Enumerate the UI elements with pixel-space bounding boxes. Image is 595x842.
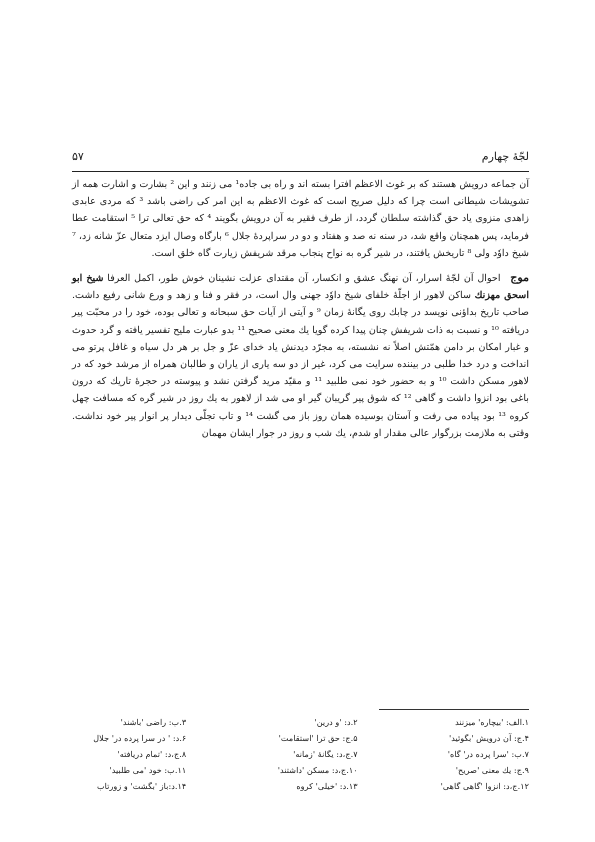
page-number: ۵۷ [72, 150, 84, 163]
footnote: ۱۴.د:باز 'بگشت' و زورتاب [96, 781, 187, 791]
footnote: ۷.ج،د: یگانۀ 'زمانه' [293, 749, 358, 759]
footnote: ۶.د: ' در سرا پرده در' جلال [93, 733, 187, 743]
page-header [72, 150, 529, 168]
paragraph-2 [72, 269, 529, 442]
paragraph-1: آن جماعه درویش هستند که بر غوث الاعظم افترا بسته اند و راه بی جاده¹ می زنند و این ² بشارت و اشارت همه از تشویشات شیطانی است چرا که دلیل صریح است که غوث الاعظم به این امر کی راضی باشد ³ که مردی عابدی زاهدی منزوی یاد حق گذاشته سلطان گردد، از طرف فقیر به آن درویش بگویند ⁴ که حق تعالی ترا ⁵ استقامت عطا فرماید، پس همچنان واقع شد، در سنه نه صد و هفتاد و دو در سراپردۀ جلال ⁶ بارگاه وصال ایزد متعال عزّ شانه زد، ⁷ شیخ داوٗد ولی ⁸ تاریخش یافتند، در شیر گره به نواح پنجاب مرقد شریفش زیارت گاه خلق است. [72, 179, 529, 259]
footnote-row [72, 762, 529, 778]
paragraph-2-text-after: ساکن لاهور از اجلّۀ خلفای شیخ داوٗد جهنی وال است، در فقر و فنا و زهد و ورع شانی رفیع داشت. صاحب تاریخ بداؤنی نویسد در چابك روی یگانۀ زمان ⁹ و آیتی از آیات حق سبحانه و تعالی بوده، خود را در محبّت پیر دریافته ¹⁰ و نسبت به ذات شریفش چنان پیدا کرده گویا یك معنی صحیح ¹¹ بدو عبارت ملیح تفسیر یافته و گرد حدوث و غبار امکان بر دامن همّتش اصلاً نه نشسته، به مجرّد دیدنش یاد خدای عزّ و جل بر هر دل سیاه و غافل پرتو می انداخت و درد خدا طلبی در بیننده سرایت می کرد، غیر از دو سه یاری از یاران و طالبان همراه از مرشد خود که در لاهور مسکن داشت ¹⁰ و به حضور خود نمی طلبید ¹¹ و مقیّد مرید گرفتن نشد و پیوسته در حجرۀ تاریك که درون باغی بود انزوا داشت و گاهی ¹² که شوق پیر گریبان گیر او می شد از لاهور به یك روز در شیر گره که مسافت چهل کروه ¹³ بود پیاده می رفت و آستان بوسیده همان روز باز می گشت ¹⁴ و تاب تجلّی دیدار پر انوار پیر خود نداشت. وقتی به ملازمت بزرگوار عالی مقدار او شدم، یك شب و روز در جوار ایشان مهمان [72, 290, 530, 439]
footnote: ۱.الف: 'بیچاره' میزنند [455, 717, 529, 727]
footnote-rule [379, 709, 529, 710]
footnote-row [72, 778, 529, 794]
subject-name: شیخ ابو اسحق مهزنك [72, 273, 529, 302]
header-rule [72, 171, 529, 172]
footnote: ۷.ب: 'سرا پرده در' گاه' [447, 749, 529, 759]
footnote: ۹.ج: یك معنی 'صریح' [455, 765, 529, 775]
main-text [72, 176, 529, 442]
footnote: ۱۱.ب: خود 'می طلبید' [109, 765, 187, 775]
footnote: ۲.د: 'و درین' [314, 717, 358, 727]
footnote-row [72, 714, 529, 730]
footnote: ۳.ب: راضی 'باشند' [120, 717, 187, 727]
footnote: ۵.ج: حق ترا 'استقامت' [278, 733, 358, 743]
section-heading: موج [510, 271, 529, 285]
footnote: ۱۲.ج،د: انزوا 'گاهی گاهی' [440, 781, 529, 791]
footnote: ۱۰.ج،د: مسکن 'داشتند' [277, 765, 358, 775]
footnote: ۴.ج: آن درویش 'بگوئید' [449, 733, 529, 743]
footnote-row [72, 730, 529, 746]
footnote: ۸.ج،د: 'تمام دریافته' [117, 749, 187, 759]
paragraph-2-text-before: احوال آن لجّۀ اسرار، آن نهنگ عشق و انکسار، آن مقتدای عزلت نشینان خوش طور، اکمل العرفا [107, 273, 501, 285]
chapter-title: لجّۀ چهارم [481, 150, 529, 163]
footnote-row [72, 746, 529, 762]
footnote: ۱۳.د: 'خیلی' کروه [296, 781, 358, 791]
footnotes [72, 714, 529, 794]
